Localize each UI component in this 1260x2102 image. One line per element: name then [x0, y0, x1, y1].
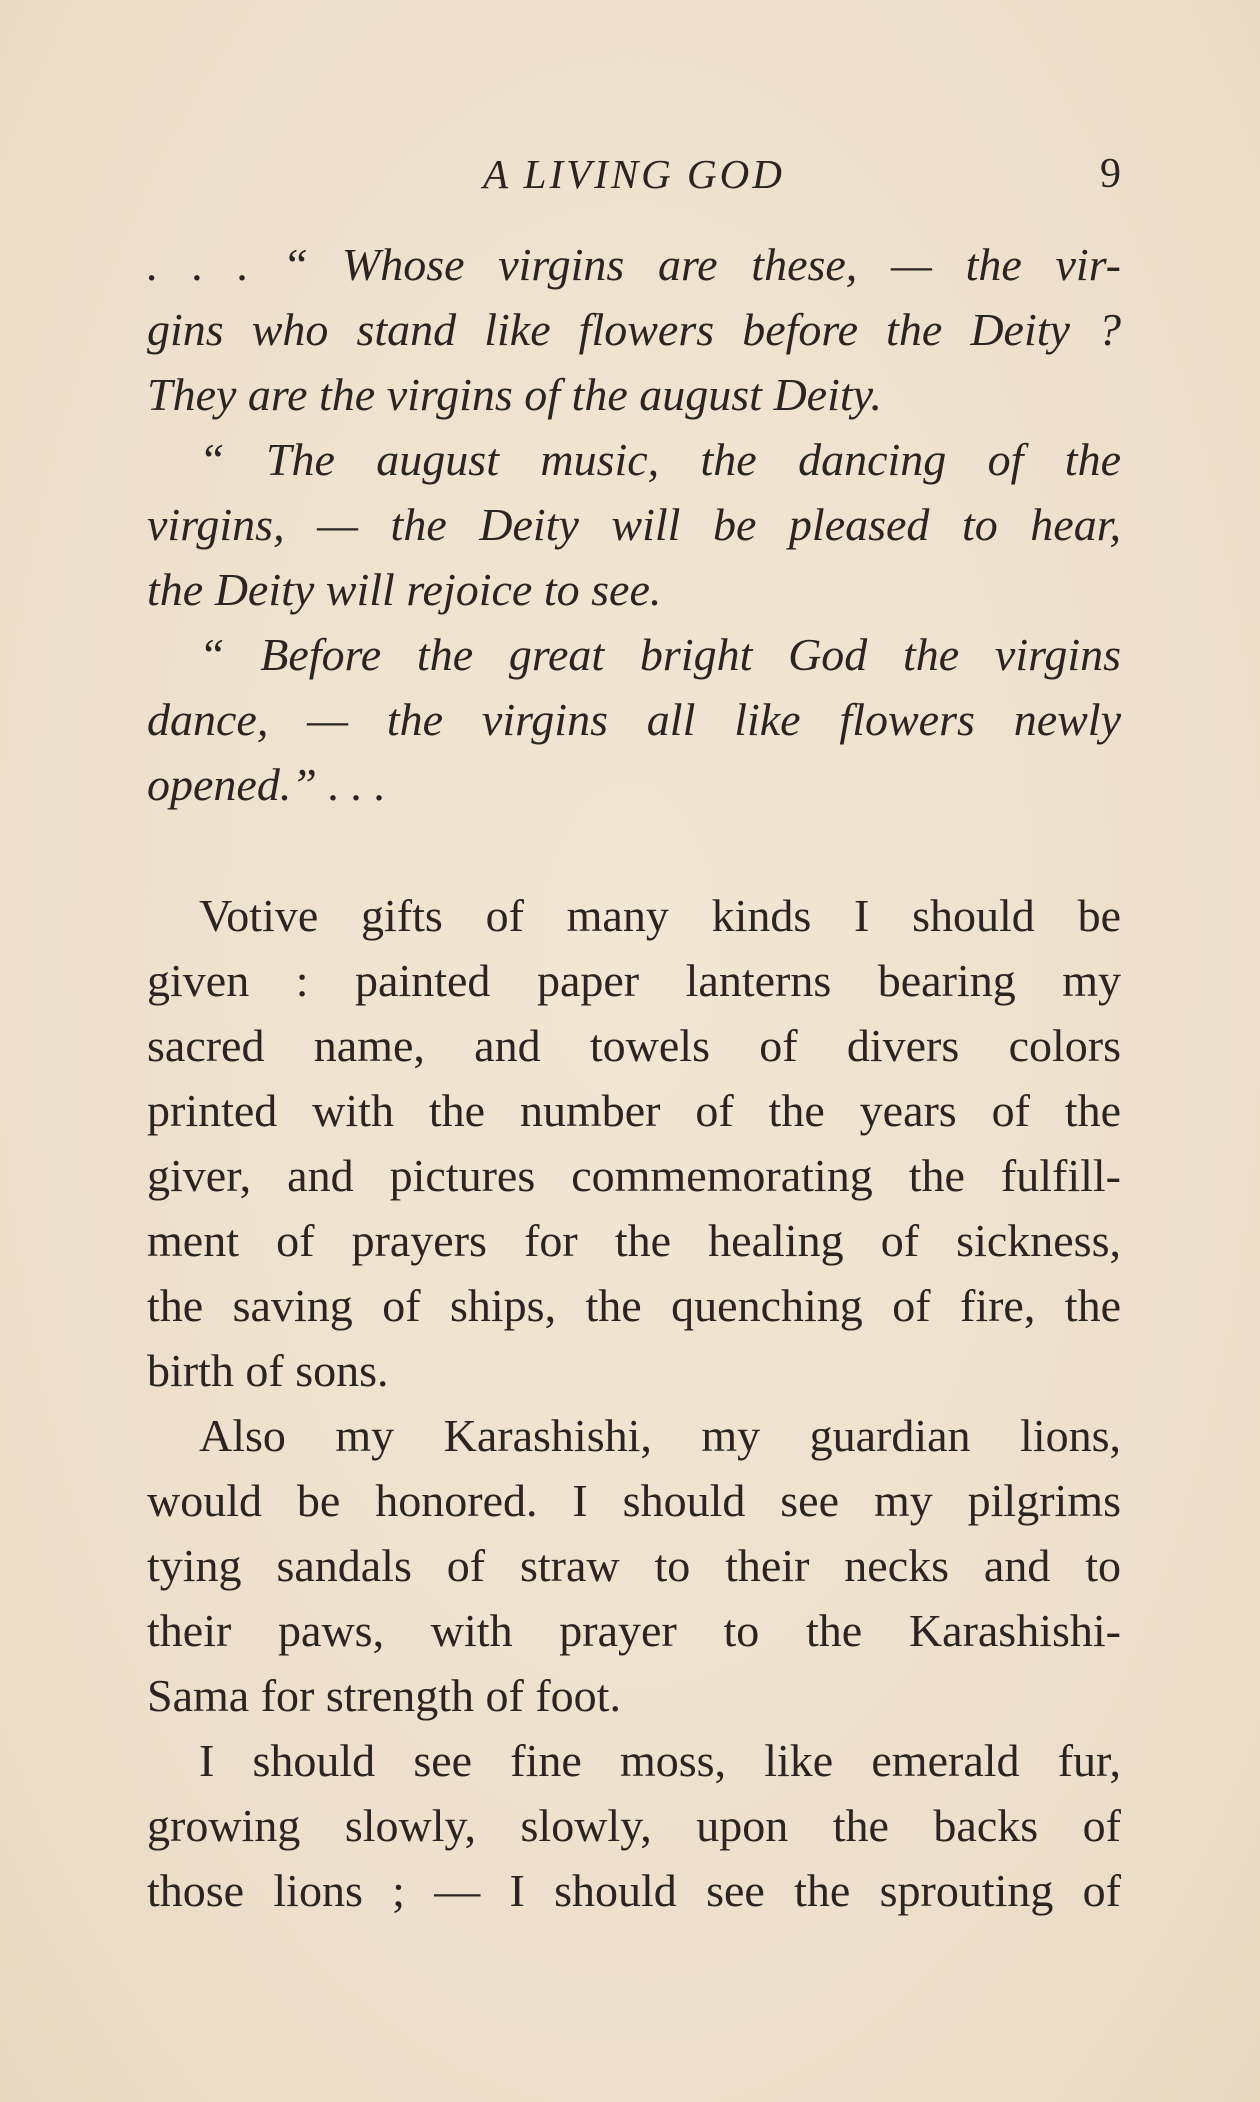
prose-line: giver, and pictures commemorating the fulfill- — [147, 1150, 1121, 1201]
prose-line: the saving of ships, the quenching of fire, the — [147, 1280, 1121, 1331]
prose-line: Also my Karashishi, my guardian lions, — [199, 1410, 1121, 1461]
prose-block — [147, 883, 1121, 1923]
verse-line: They are the virgins of the august Deity. — [147, 369, 883, 420]
prose-line: given : painted paper lanterns bearing my — [147, 955, 1121, 1006]
verse-line: the Deity will rejoice to see. — [147, 564, 662, 615]
prose-line: tying sandals of straw to their necks and to — [147, 1540, 1121, 1591]
prose-line: I should see fine moss, like emerald fur, — [199, 1735, 1121, 1786]
verse-block — [147, 232, 1121, 817]
prose-line: would be honored. I should see my pilgrims — [147, 1475, 1121, 1526]
page-number: 9 — [1100, 151, 1121, 197]
prose-line: ment of prayers for the healing of sickness, — [147, 1215, 1121, 1266]
verse-line: “ Before the great bright God the virgins — [199, 629, 1121, 680]
prose-line: printed with the number of the years of the — [147, 1085, 1121, 1136]
running-title: A LIVING GOD — [483, 151, 785, 197]
prose-line: Votive gifts of many kinds I should be — [199, 890, 1121, 941]
prose-line: birth of sons. — [147, 1345, 389, 1396]
verse-line: opened.” . . . — [147, 759, 386, 810]
verse-line: virgins, — the Deity will be pleased to hear, — [147, 499, 1121, 550]
verse-line: “ The august music, the dancing of the — [199, 434, 1121, 485]
prose-line: their paws, with prayer to the Karashishi- — [147, 1605, 1121, 1656]
verse-line: dance, — the virgins all like flowers newly — [147, 694, 1121, 745]
prose-line: Sama for strength of foot. — [147, 1670, 621, 1721]
prose-line: sacred name, and towels of divers colors — [147, 1020, 1121, 1071]
verse-line: . . . “ Whose virgins are these, — the vir- — [147, 239, 1121, 290]
prose-line: those lions ; — I should see the sprouting of — [147, 1865, 1121, 1916]
running-header — [147, 150, 1121, 210]
verse-line: gins who stand like flowers before the Deity ? — [147, 304, 1121, 355]
prose-line: growing slowly, slowly, upon the backs of — [147, 1800, 1121, 1851]
